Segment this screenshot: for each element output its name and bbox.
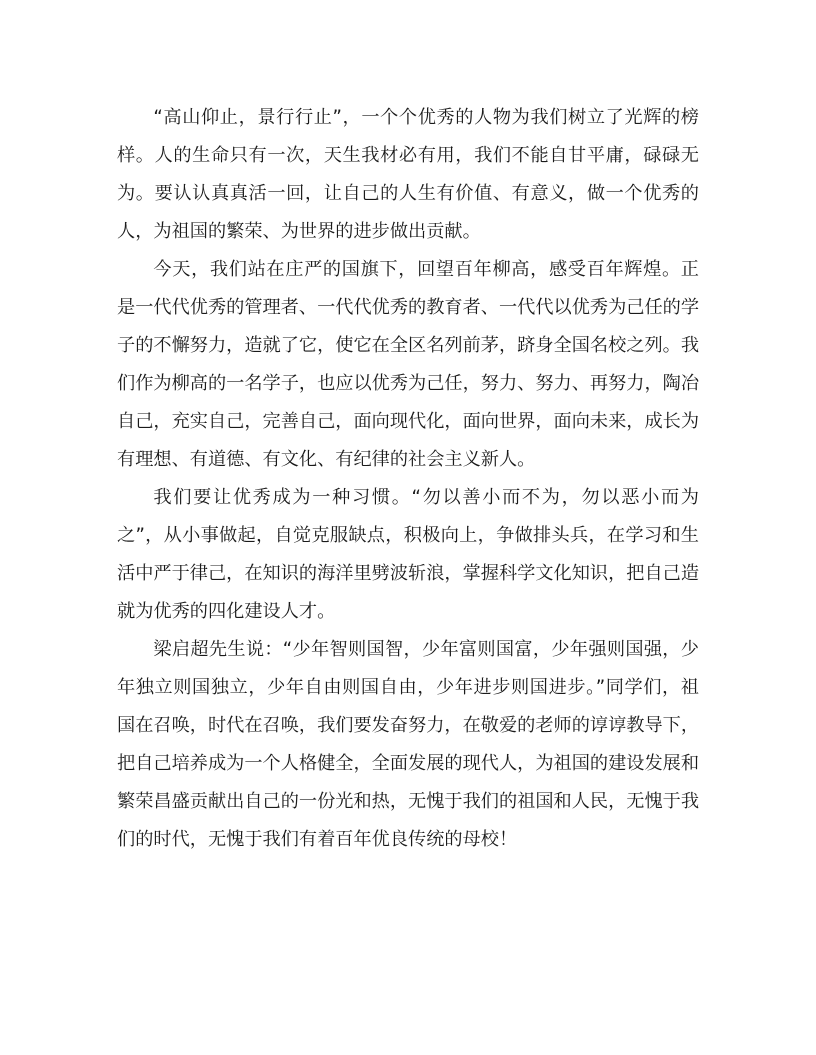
paragraph-3: 我们要让优秀成为一种习惯。“勿以善小而不为，勿以恶小而为之”，从小事做起，自觉克服缺点，积极向上，争做排头兵，在学习和生活中严于律己，在知识的海洋里劈波斩浪，掌握科学文化知识，把自己造就为优秀的四化建设人才。 (117, 487, 700, 622)
paragraph-4: 梁启超先生说：“少年智则国智，少年富则国富，少年强则国强，少年独立则国独立，少年自由则国自由，少年进步则国进步。”同学们，祖国在召唤，时代在召唤，我们要发奋努力，在敬爱的老师的谆谆教导下，把自己培养成为一个人格健全，全面发展的现代人，为祖国的建设发展和繁荣昌盛贡献出自己的一份光和热，无愧于我们的祖国和人民，无愧于我们的时代，无愧于我们有着百年优良传统的母校！ (117, 639, 700, 850)
paragraph-1: “高山仰止，景行行止”，一个个优秀的人物为我们树立了光辉的榜样。人的生命只有一次，天生我材必有用，我们不能自甘平庸，碌碌无为。要认认真真活一回，让自己的人生有价值、有意义，做一个优秀的人，为祖国的繁荣、为世界的进步做出贡献。 (117, 107, 699, 242)
paragraph-2: 今天，我们站在庄严的国旗下，回望百年柳高，感受百年辉煌。正是一代代优秀的管理者、一代代优秀的教育者、一代代以优秀为己任的学子的不懈努力，造就了它，使它在全区名列前茅，跻身全国名校之列。我们作为柳高的一名学子，也应以优秀为己任，努力、努力、再努力，陶冶自己，充实自己，完善自己，面向现代化，面向世界，面向未来，成长为有理想、有道德、有文化、有纪律的社会主义新人。 (117, 259, 700, 470)
document-body (117, 99, 699, 859)
